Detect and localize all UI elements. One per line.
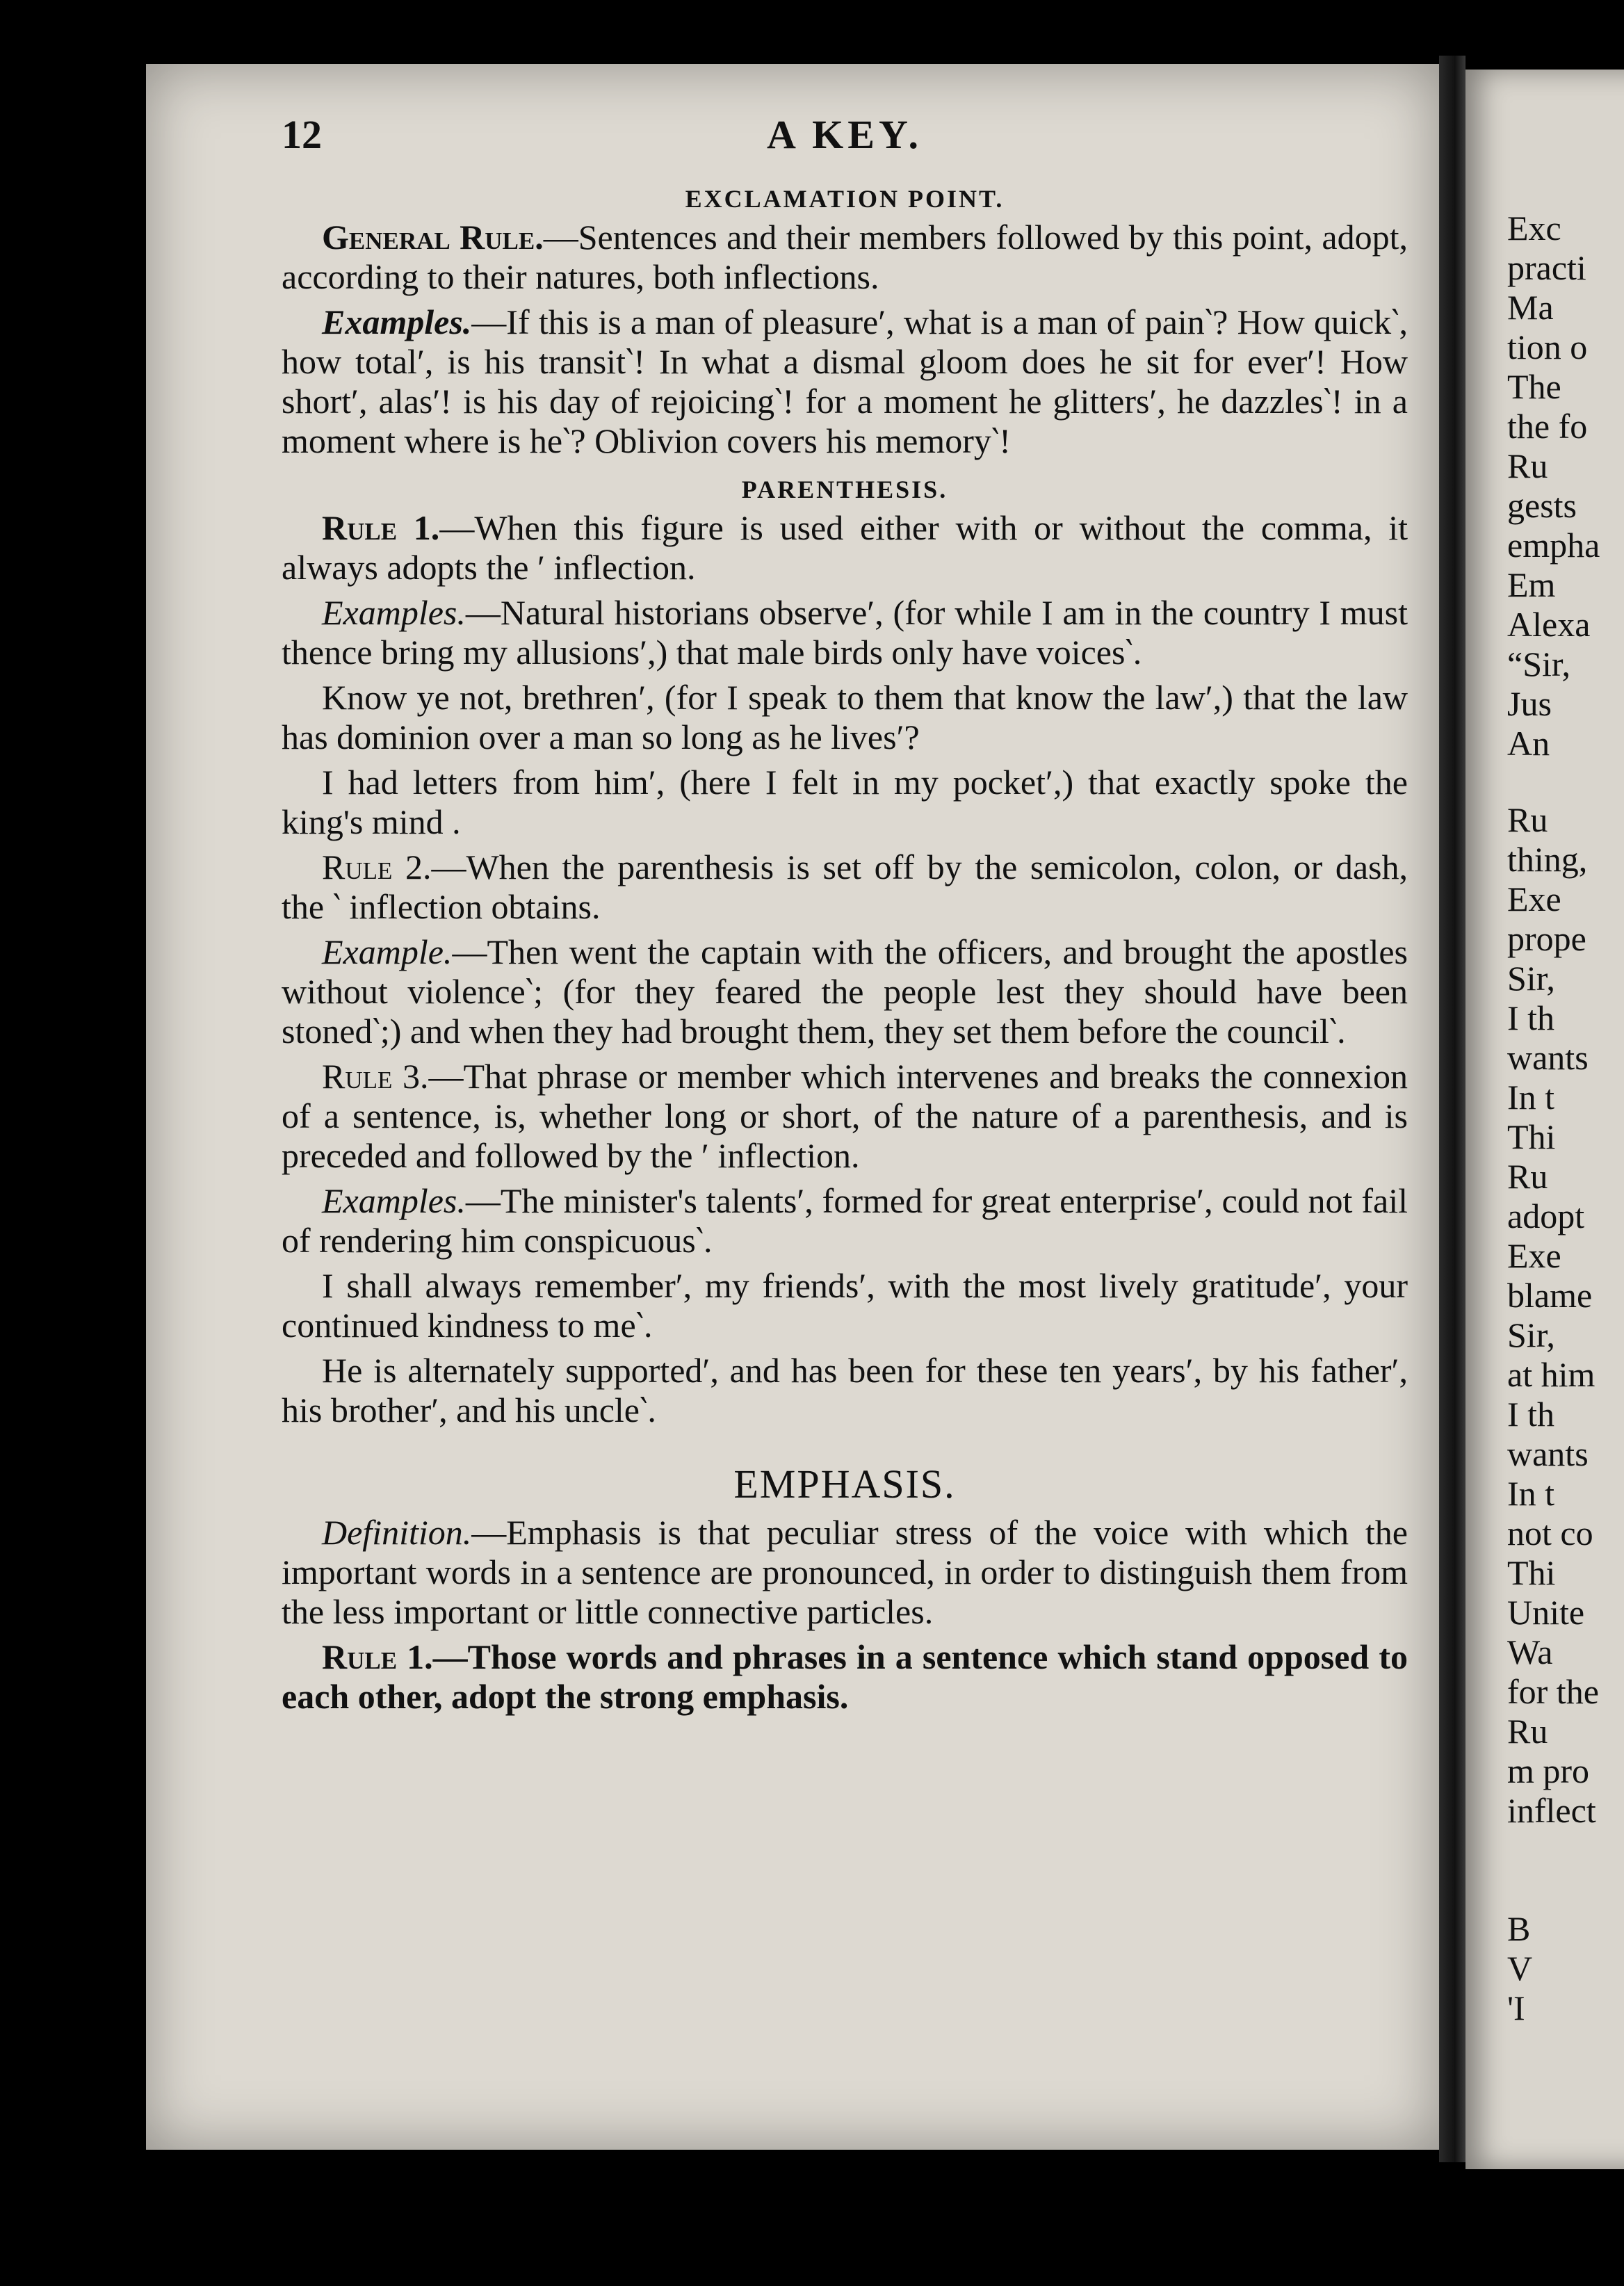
paragraph-text: —The minister's talents′, formed for great enterprise′, could not fail of rendering him conspicuous‵.: [282, 1181, 1408, 1260]
facing-page-fragment: I th: [1507, 998, 1555, 1037]
section-heading-parenthesis: PARENTHESIS.: [741, 476, 948, 503]
paragraph-label: Rule 3.: [322, 1057, 429, 1096]
paragraph: [282, 1513, 1408, 1632]
paragraph-text: —Then went the captain with the officers, and brought the apostles without violence‵; (for they feared the people lest they should have been stoned‵;) and when they had brought them, they set them before the council‵.: [282, 932, 1408, 1051]
paragraph: [282, 218, 1408, 297]
paragraph-label: General Rule.: [322, 218, 544, 257]
facing-page-fragment: B: [1507, 1909, 1531, 1948]
facing-page-fragment: wants: [1507, 1038, 1589, 1077]
paragraph: [282, 678, 1408, 757]
facing-page-fragment: The: [1507, 367, 1561, 406]
running-title: A KEY.: [766, 112, 923, 157]
facing-page-cropped: [1465, 70, 1624, 2169]
running-head: [282, 111, 1408, 160]
paragraph-text: I shall always remember′, my friends′, with the most lively gratitude′, your continued kindness to me‵.: [282, 1266, 1408, 1345]
paragraph-text: —Those words and phrases in a sentence which stand opposed to each other, adopt the strong emphasis.: [282, 1637, 1408, 1716]
paragraph: [282, 593, 1408, 672]
facing-page-fragment: prope: [1507, 919, 1586, 958]
paragraph-label: Example.: [322, 932, 453, 971]
paragraph-label: Examples.: [322, 1181, 466, 1220]
paragraph-text: —Emphasis is that peculiar stress of the voice with which the important words in a sentence are pronounced, in order to distinguish them from the less important or little connective particles.: [282, 1513, 1408, 1631]
facing-page-fragment: Ru: [1507, 1712, 1548, 1751]
paragraph: [282, 1637, 1408, 1717]
facing-page-fragment: blame: [1507, 1276, 1593, 1315]
paragraph: [282, 763, 1408, 842]
facing-page-fragment: tion o: [1507, 327, 1588, 366]
facing-page-fragment: adopt: [1507, 1197, 1585, 1235]
paragraph-text: I had letters from him′, (here I felt in my pocket′,) that exactly spoke the king's mind .: [282, 763, 1408, 841]
facing-page-text: [1507, 209, 1600, 2028]
facing-page-fragment: Wa: [1507, 1632, 1553, 1671]
paragraph-text: —When this figure is used either with or without the comma, it always adopts the ′ inflection.: [282, 508, 1408, 587]
paragraph-label: Rule 2.: [322, 848, 432, 886]
facing-page-fragment: Exc: [1507, 209, 1561, 248]
facing-page-fragment: Ru: [1507, 446, 1548, 485]
facing-page-fragment: Sir,: [1507, 1315, 1555, 1354]
facing-page-fragment: Jus: [1507, 684, 1552, 723]
facing-page-fragment: “Sir,: [1507, 645, 1571, 683]
paragraph-text: —Natural historians observe′, (for while I am in the country I must thence bring my allusions′,) that male birds only have voices‵.: [282, 593, 1408, 672]
facing-page-fragment: An: [1507, 724, 1550, 763]
facing-page-fragment: Em: [1507, 565, 1556, 604]
paragraph: [282, 1266, 1408, 1345]
facing-page-fragment: Sir,: [1507, 959, 1555, 998]
paragraph-text: Know ye not, brethren′, (for I speak to them that know the law′,) that the law has dominion over a man so long as he lives′?: [282, 678, 1408, 756]
paragraph-text: He is alternately supported′, and has been for these ten years′, by his father′, his brother′, and his uncle‵.: [282, 1351, 1408, 1429]
paragraph-label: Definition.: [322, 1513, 472, 1552]
paragraph: [282, 302, 1408, 461]
facing-page-fragment: at him: [1507, 1355, 1595, 1394]
section-heading-exclamation: EXCLAMATION POINT.: [685, 185, 1005, 213]
facing-page-fragment: m pro: [1507, 1751, 1590, 1790]
paragraph: [282, 1057, 1408, 1176]
facing-page-fragment: Unite: [1507, 1593, 1585, 1632]
facing-page-fragment: for the: [1507, 1672, 1599, 1711]
facing-page-fragment: Exe: [1507, 879, 1561, 918]
facing-page-fragment: Ru: [1507, 1157, 1548, 1196]
paragraph-text: —Sentences and their members followed by this point, adopt, according to their natures, both inflections.: [282, 218, 1408, 296]
facing-page-fragment: 'I: [1507, 1988, 1525, 2027]
paragraph: [282, 1181, 1408, 1260]
paragraph-label: Rule 1.: [322, 508, 440, 547]
paragraph-label: Rule 1.: [322, 1637, 433, 1676]
paragraph-label: Examples.: [322, 593, 466, 632]
paragraph-text: —When the parenthesis is set off by the semicolon, colon, or dash, the ‵ inflection obtains.: [282, 848, 1408, 926]
facing-page-fragment: Alexa: [1507, 605, 1591, 644]
facing-page-fragment: not co: [1507, 1514, 1593, 1553]
page-number: 12: [282, 112, 322, 157]
facing-page-fragment: V: [1507, 1949, 1533, 1988]
paragraph-text: —That phrase or member which intervenes and breaks the connexion of a sentence, is, whether long or short, of the nature of a parenthesis, and is preceded and followed by the ′ inflection.: [282, 1057, 1408, 1175]
facing-page-fragment: empha: [1507, 526, 1600, 565]
section-heading-emphasis: EMPHASIS.: [733, 1461, 956, 1507]
facing-page-fragment: In t: [1507, 1078, 1555, 1117]
book-gutter: [1439, 56, 1465, 2162]
facing-page-fragment: wants: [1507, 1434, 1589, 1473]
facing-page-fragment: Thi: [1507, 1117, 1556, 1156]
paragraph: [282, 848, 1408, 927]
facing-page-fragment: In t: [1507, 1474, 1555, 1513]
facing-page-fragment: thing,: [1507, 840, 1588, 879]
paragraph-text: —If this is a man of pleasure′, what is a man of pain‵? How quick‵, how total′, is his transit‵! In what a dismal gloom does he sit for ever′! How short′, alas′! is his day of rejoicing‵! for a moment he glitters′, he dazzles‵! in a moment where is he‵? Oblivion covers his memory‵!: [282, 302, 1408, 460]
facing-page-fragment: gests: [1507, 486, 1577, 525]
facing-page-fragment: I th: [1507, 1395, 1555, 1434]
paragraph: [282, 1351, 1408, 1430]
facing-page-fragment: Ma: [1507, 288, 1554, 327]
facing-page-fragment: Ru: [1507, 800, 1548, 839]
facing-page-fragment: Exe: [1507, 1236, 1561, 1275]
page-body: [282, 184, 1408, 1722]
facing-page-fragment: the fo: [1507, 407, 1588, 446]
facing-page-fragment: inflect: [1507, 1791, 1596, 1830]
facing-page-fragment: Thi: [1507, 1553, 1556, 1592]
facing-page-fragment: practi: [1507, 248, 1586, 287]
paragraph: [282, 932, 1408, 1051]
paragraph: [282, 508, 1408, 587]
paragraph-label: Examples.: [322, 302, 472, 341]
